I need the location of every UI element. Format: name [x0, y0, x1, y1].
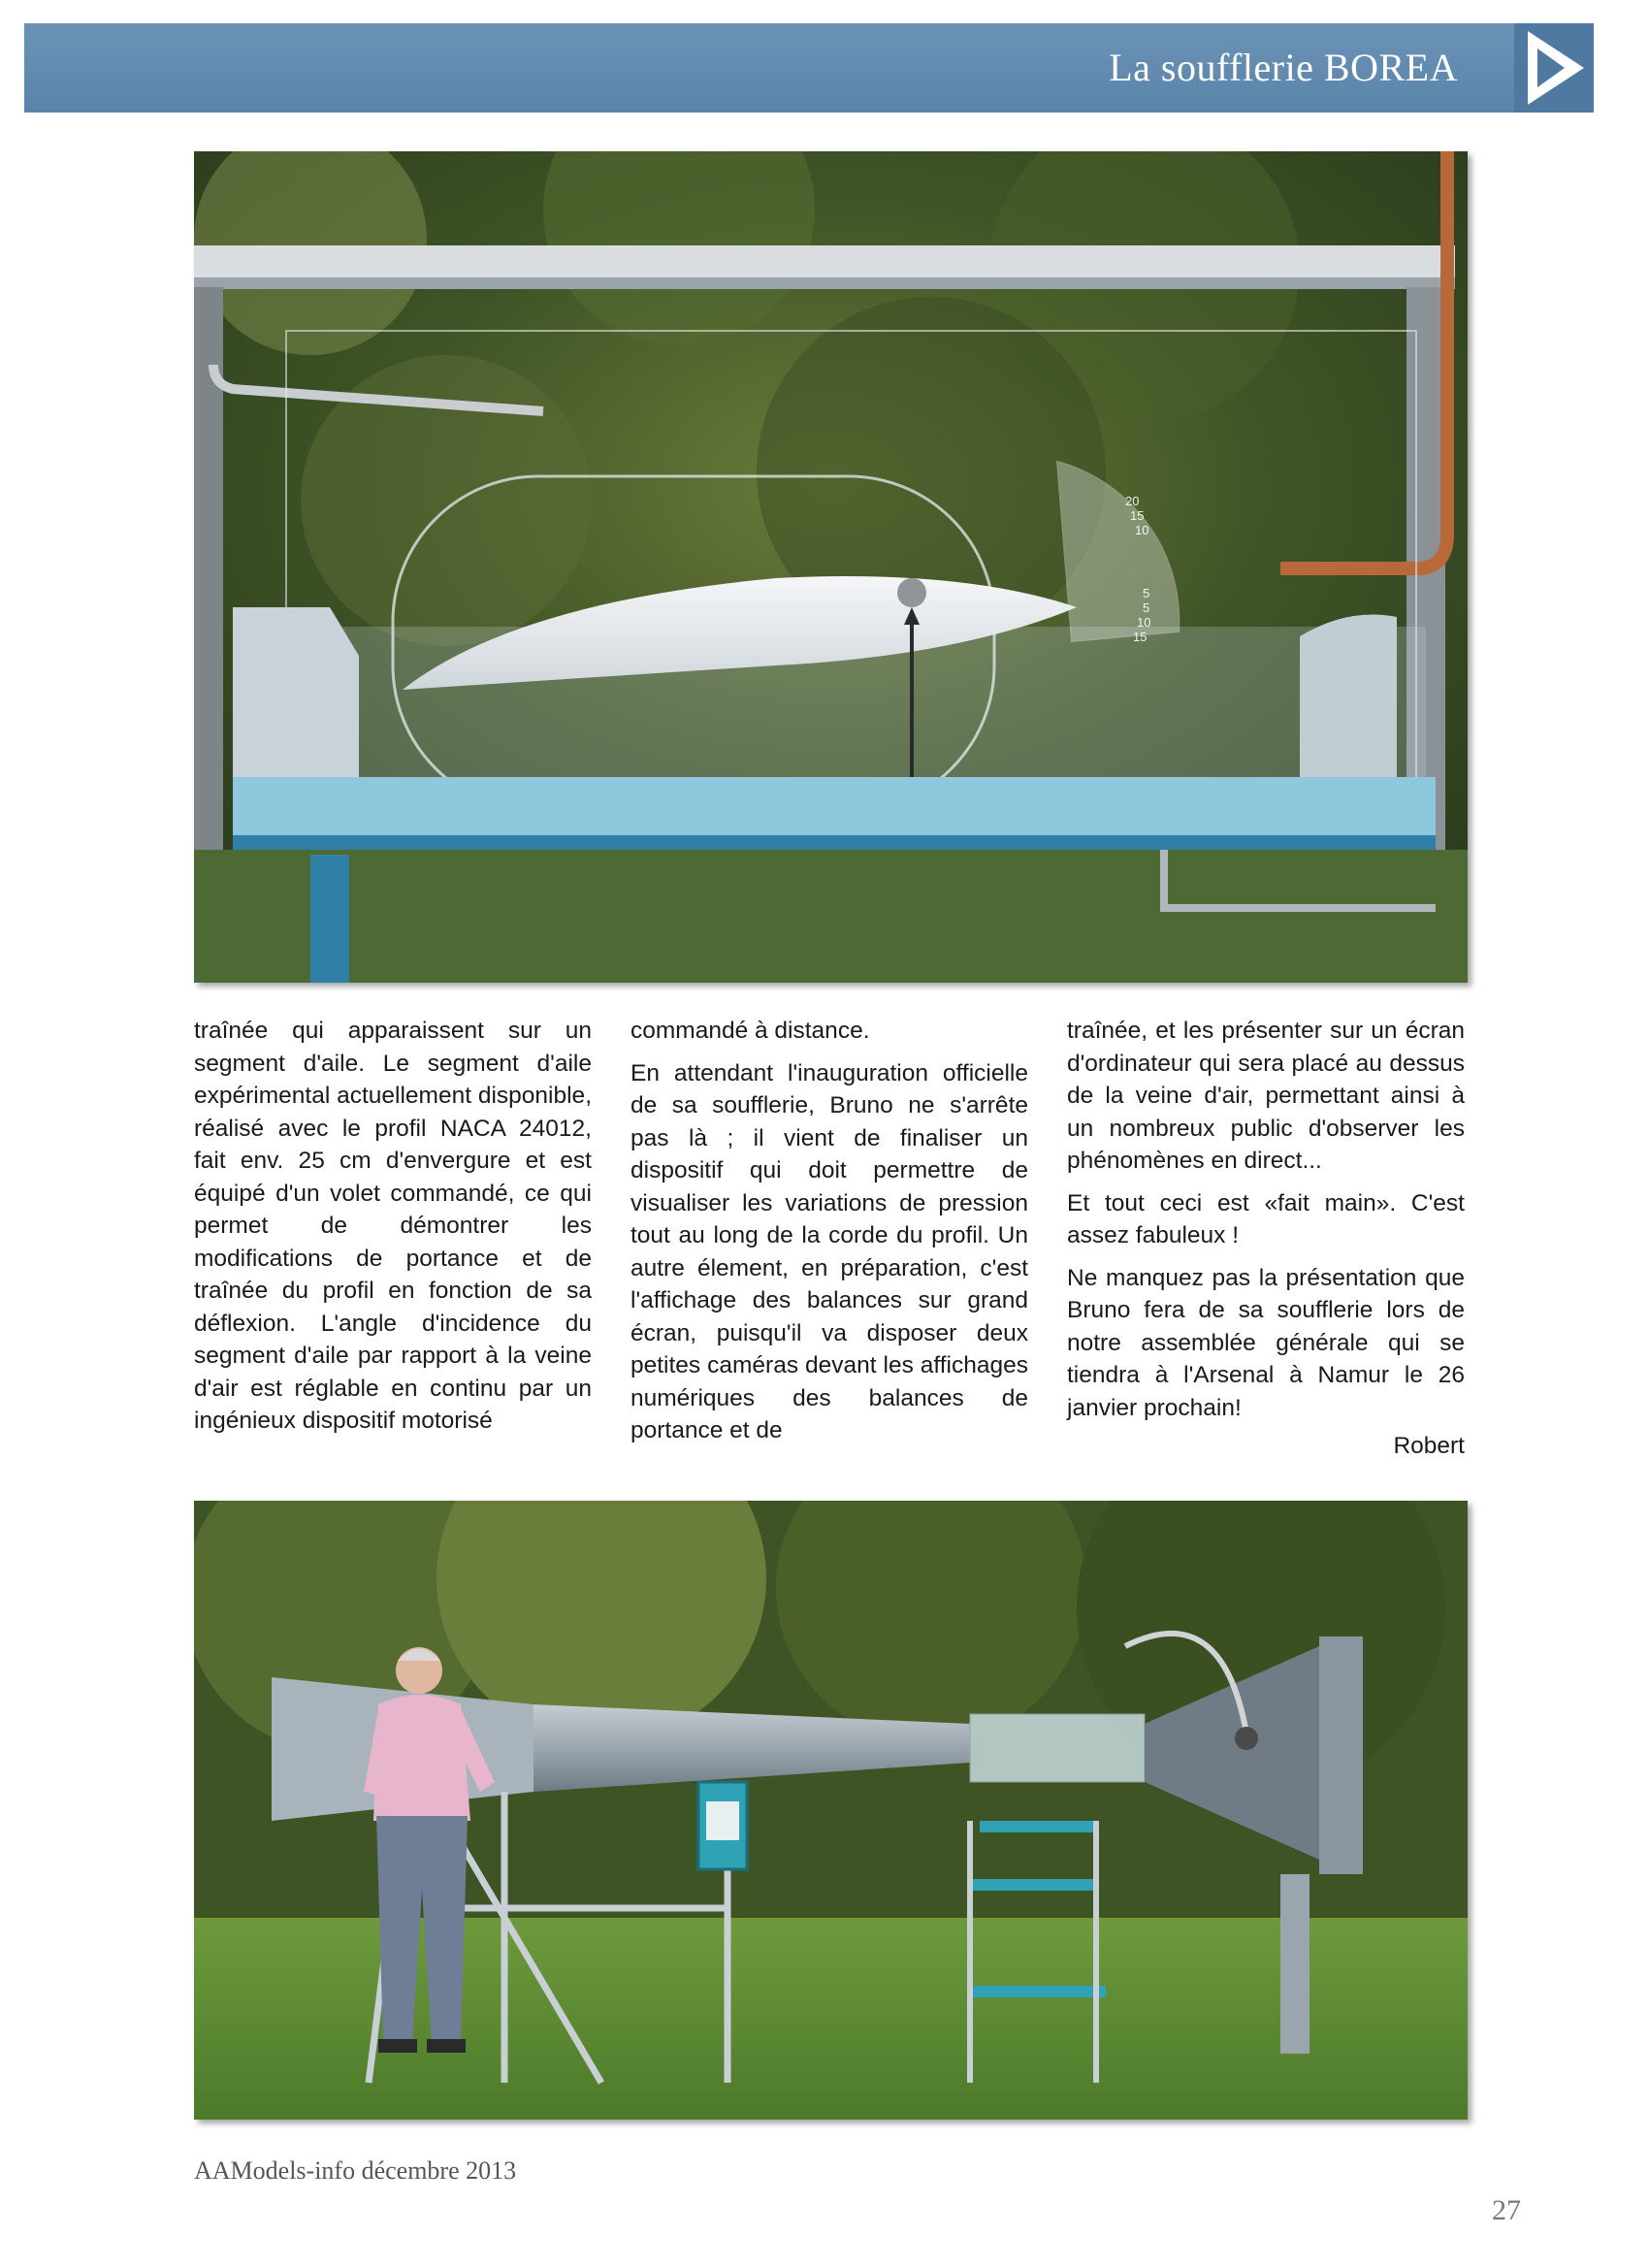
svg-text:20: 20: [1125, 494, 1140, 508]
article-column-3: [1067, 1015, 1465, 1463]
svg-text:15: 15: [1130, 508, 1145, 523]
svg-text:10: 10: [1137, 615, 1151, 630]
svg-text:5: 5: [1143, 600, 1150, 615]
photo-wind-tunnel: [194, 1501, 1468, 2120]
section-title: La soufflerie BOREA: [1109, 46, 1458, 89]
paragraph: traînée qui apparaissent sur un segment d'aile. Le segment d'aile expérimental actuellement disponible, réalisé avec le profil NACA 24012, fait env. 25 cm d'envergure et est équipé d'un volet commandé, ce qui permet de démontrer les modifications de portance et de traînée du profil en fonction de sa déflexion. L'angle d'incidence du segment d'aile par rapport à la veine d'air est réglable en continu par un ingénieux dispositif motorisé: [194, 1018, 592, 1434]
paragraph: En attendant l'inauguration officielle de sa soufflerie, Bruno ne s'arrête pas là ; il vient de finaliser un dispositif qui doit permettre de visualiser les variations de pression tout au long de la corde du profil. Un autre élement, en préparation, c'est l'affichage des balances sur grand écran, puisqu'il va disposer deux petites caméras devant les affichages numériques des balances de portance et de: [630, 1059, 1028, 1443]
footer-publication: AAModels-info décembre 2013: [194, 2156, 517, 2185]
wind-tunnel-image: [194, 1501, 1468, 2120]
svg-text:10: 10: [1135, 523, 1149, 537]
header-band: [24, 23, 1594, 113]
test-section-image: [194, 151, 1468, 983]
paragraph: Et tout ceci est «fait main». C'est assez fabuleux !: [1067, 1189, 1465, 1248]
arrow-icon: [1514, 23, 1594, 113]
svg-text:5: 5: [1143, 586, 1150, 600]
page-number: 27: [1492, 2194, 1521, 2226]
author-signature: Robert: [1393, 1433, 1465, 1459]
paragraph: commandé à distance.: [630, 1018, 870, 1044]
svg-text:15: 15: [1133, 630, 1148, 644]
photo-test-section: [194, 151, 1468, 983]
article-column-2: [630, 1015, 1028, 1457]
article-column-1: [194, 1015, 592, 1447]
paragraph: Ne manquez pas la présentation que Bruno fera de sa soufflerie lors de notre assemblée générale qui se tiendra à l'Arsenal à Namur le 26 janvier prochain!: [1067, 1264, 1465, 1421]
paragraph: traînée, et les présenter sur un écran d'ordinateur qui sera placé au dessus de la veine d'air, permettant ainsi à un nombreux public d'observer les phénomènes en direct...: [1067, 1018, 1465, 1174]
